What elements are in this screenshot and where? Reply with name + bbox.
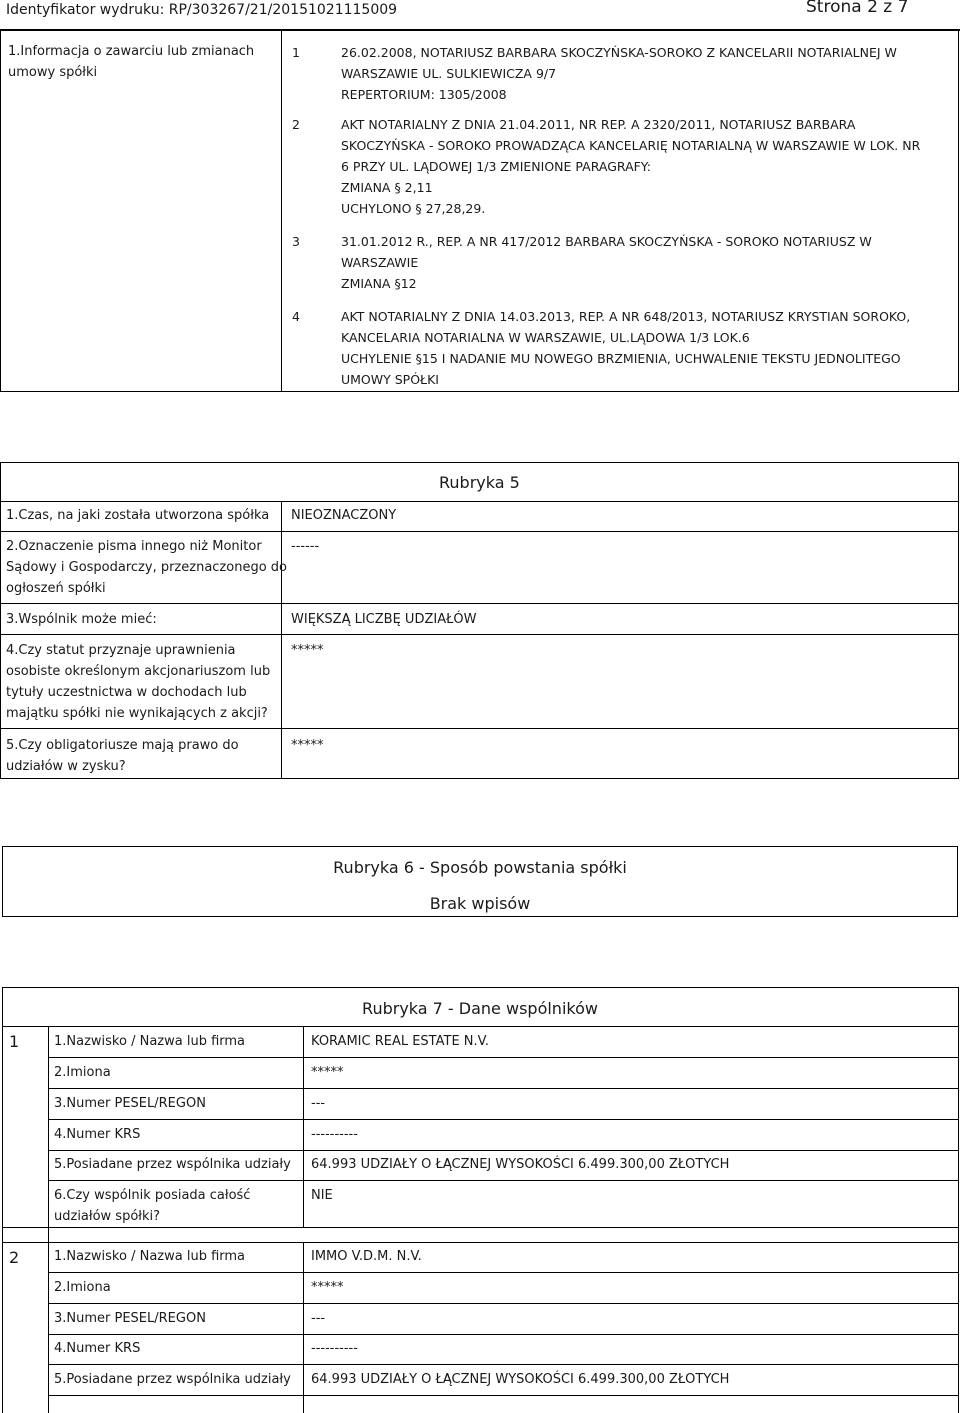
rubryka5-value-2: ------ — [291, 539, 320, 554]
partner-1-label-calosc: 6.Czy wspólnik posiada całość udziałów spółki? — [54, 1188, 251, 1224]
partner-1-value-name: KORAMIC REAL ESTATE N.V. — [311, 1034, 489, 1049]
partner-1-label-imiona: 2.Imiona — [54, 1065, 111, 1080]
partner-1-label-pesel: 3.Numer PESEL/REGON — [54, 1096, 206, 1111]
rubryka5-label-1: 1.Czas, na jaki została utworzona spółka — [6, 508, 270, 523]
rubryka5-value-5: ***** — [291, 738, 324, 753]
partner-2-value-udzialy: 64.993 UDZIAŁY O ŁĄCZNEJ WYSOKOŚCI 6.499.300,00 ZŁOTYCH — [311, 1372, 730, 1387]
rubryka5-label-2: 2.Oznaczenie pisma innego niż Monitor Sądowy i Gospodarczy, przeznaczonego do ogłoszeń spółki — [6, 539, 287, 596]
entry-number: 2 — [292, 117, 300, 132]
partner-2-label-pesel: 3.Numer PESEL/REGON — [54, 1311, 206, 1326]
rubryka5-title: Rubryka 5 — [439, 473, 520, 492]
partner-2-value-krs: ---------- — [311, 1341, 358, 1356]
partner-1-number: 1 — [9, 1032, 20, 1051]
partner-1-label-udzialy: 5.Posiadane przez wspólnika udziały — [54, 1157, 291, 1172]
partner-2-label-name: 1.Nazwisko / Nazwa lub firma — [54, 1249, 246, 1264]
partner-1-value-krs: ---------- — [311, 1127, 358, 1142]
rubryka5-value-4: ***** — [291, 643, 324, 658]
rubryka7-title: Rubryka 7 - Dane wspólników — [362, 999, 598, 1018]
partner-2-label-imiona: 2.Imiona — [54, 1280, 111, 1295]
partner-2-value-imiona: ***** — [311, 1280, 344, 1295]
entry-number: 4 — [292, 309, 300, 324]
page-number: Strona 2 z 7 — [806, 0, 909, 17]
partner-2-label-udzialy: 5.Posiadane przez wspólnika udziały — [54, 1372, 291, 1387]
partner-2-value-name: IMMO V.D.M. N.V. — [311, 1249, 422, 1264]
rubryka5-value-3: WIĘKSZĄ LICZBĘ UDZIAŁÓW — [291, 612, 477, 627]
entry-number: 3 — [292, 234, 300, 249]
partner-2-number: 2 — [9, 1248, 20, 1267]
print-identifier: Identyfikator wydruku: RP/303267/21/20151021115009 — [6, 2, 398, 18]
rubryka5-label-3: 3.Wspólnik może mieć: — [6, 612, 157, 627]
partner-2-label-krs: 4.Numer KRS — [54, 1341, 141, 1356]
partner-1-label-name: 1.Nazwisko / Nazwa lub firma — [54, 1034, 246, 1049]
rubryka5-label-5: 5.Czy obligatoriusze mają prawo do udziałów w zysku? — [6, 738, 239, 774]
partner-2-value-pesel: --- — [311, 1311, 326, 1326]
partner-1-label-krs: 4.Numer KRS — [54, 1127, 141, 1142]
partner-1-value-pesel: --- — [311, 1096, 326, 1111]
partner-1-value-calosc: NIE — [311, 1188, 333, 1203]
partner-1-value-imiona: ***** — [311, 1065, 344, 1080]
rubryka5-label-4: 4.Czy statut przyznaje uprawnienia osobiste określonym akcjonariuszom lub tytuły uczestnictwa w dochodach lub majątku spółki nie wynikających z akcji? — [6, 643, 271, 721]
rubryka5-value-1: NIEOZNACZONY — [291, 508, 397, 523]
rubryka6-title: Rubryka 6 - Sposób powstania spółki — [333, 858, 627, 877]
section-informacja-label: 1.Informacja o zawarciu lub zmianach umowy spółki — [8, 44, 255, 80]
partner-1-value-udzialy: 64.993 UDZIAŁY O ŁĄCZNEJ WYSOKOŚCI 6.499.300,00 ZŁOTYCH — [311, 1157, 730, 1172]
rubryka6-subtitle: Brak wpisów — [429, 894, 531, 913]
entry-number: 1 — [292, 45, 300, 60]
